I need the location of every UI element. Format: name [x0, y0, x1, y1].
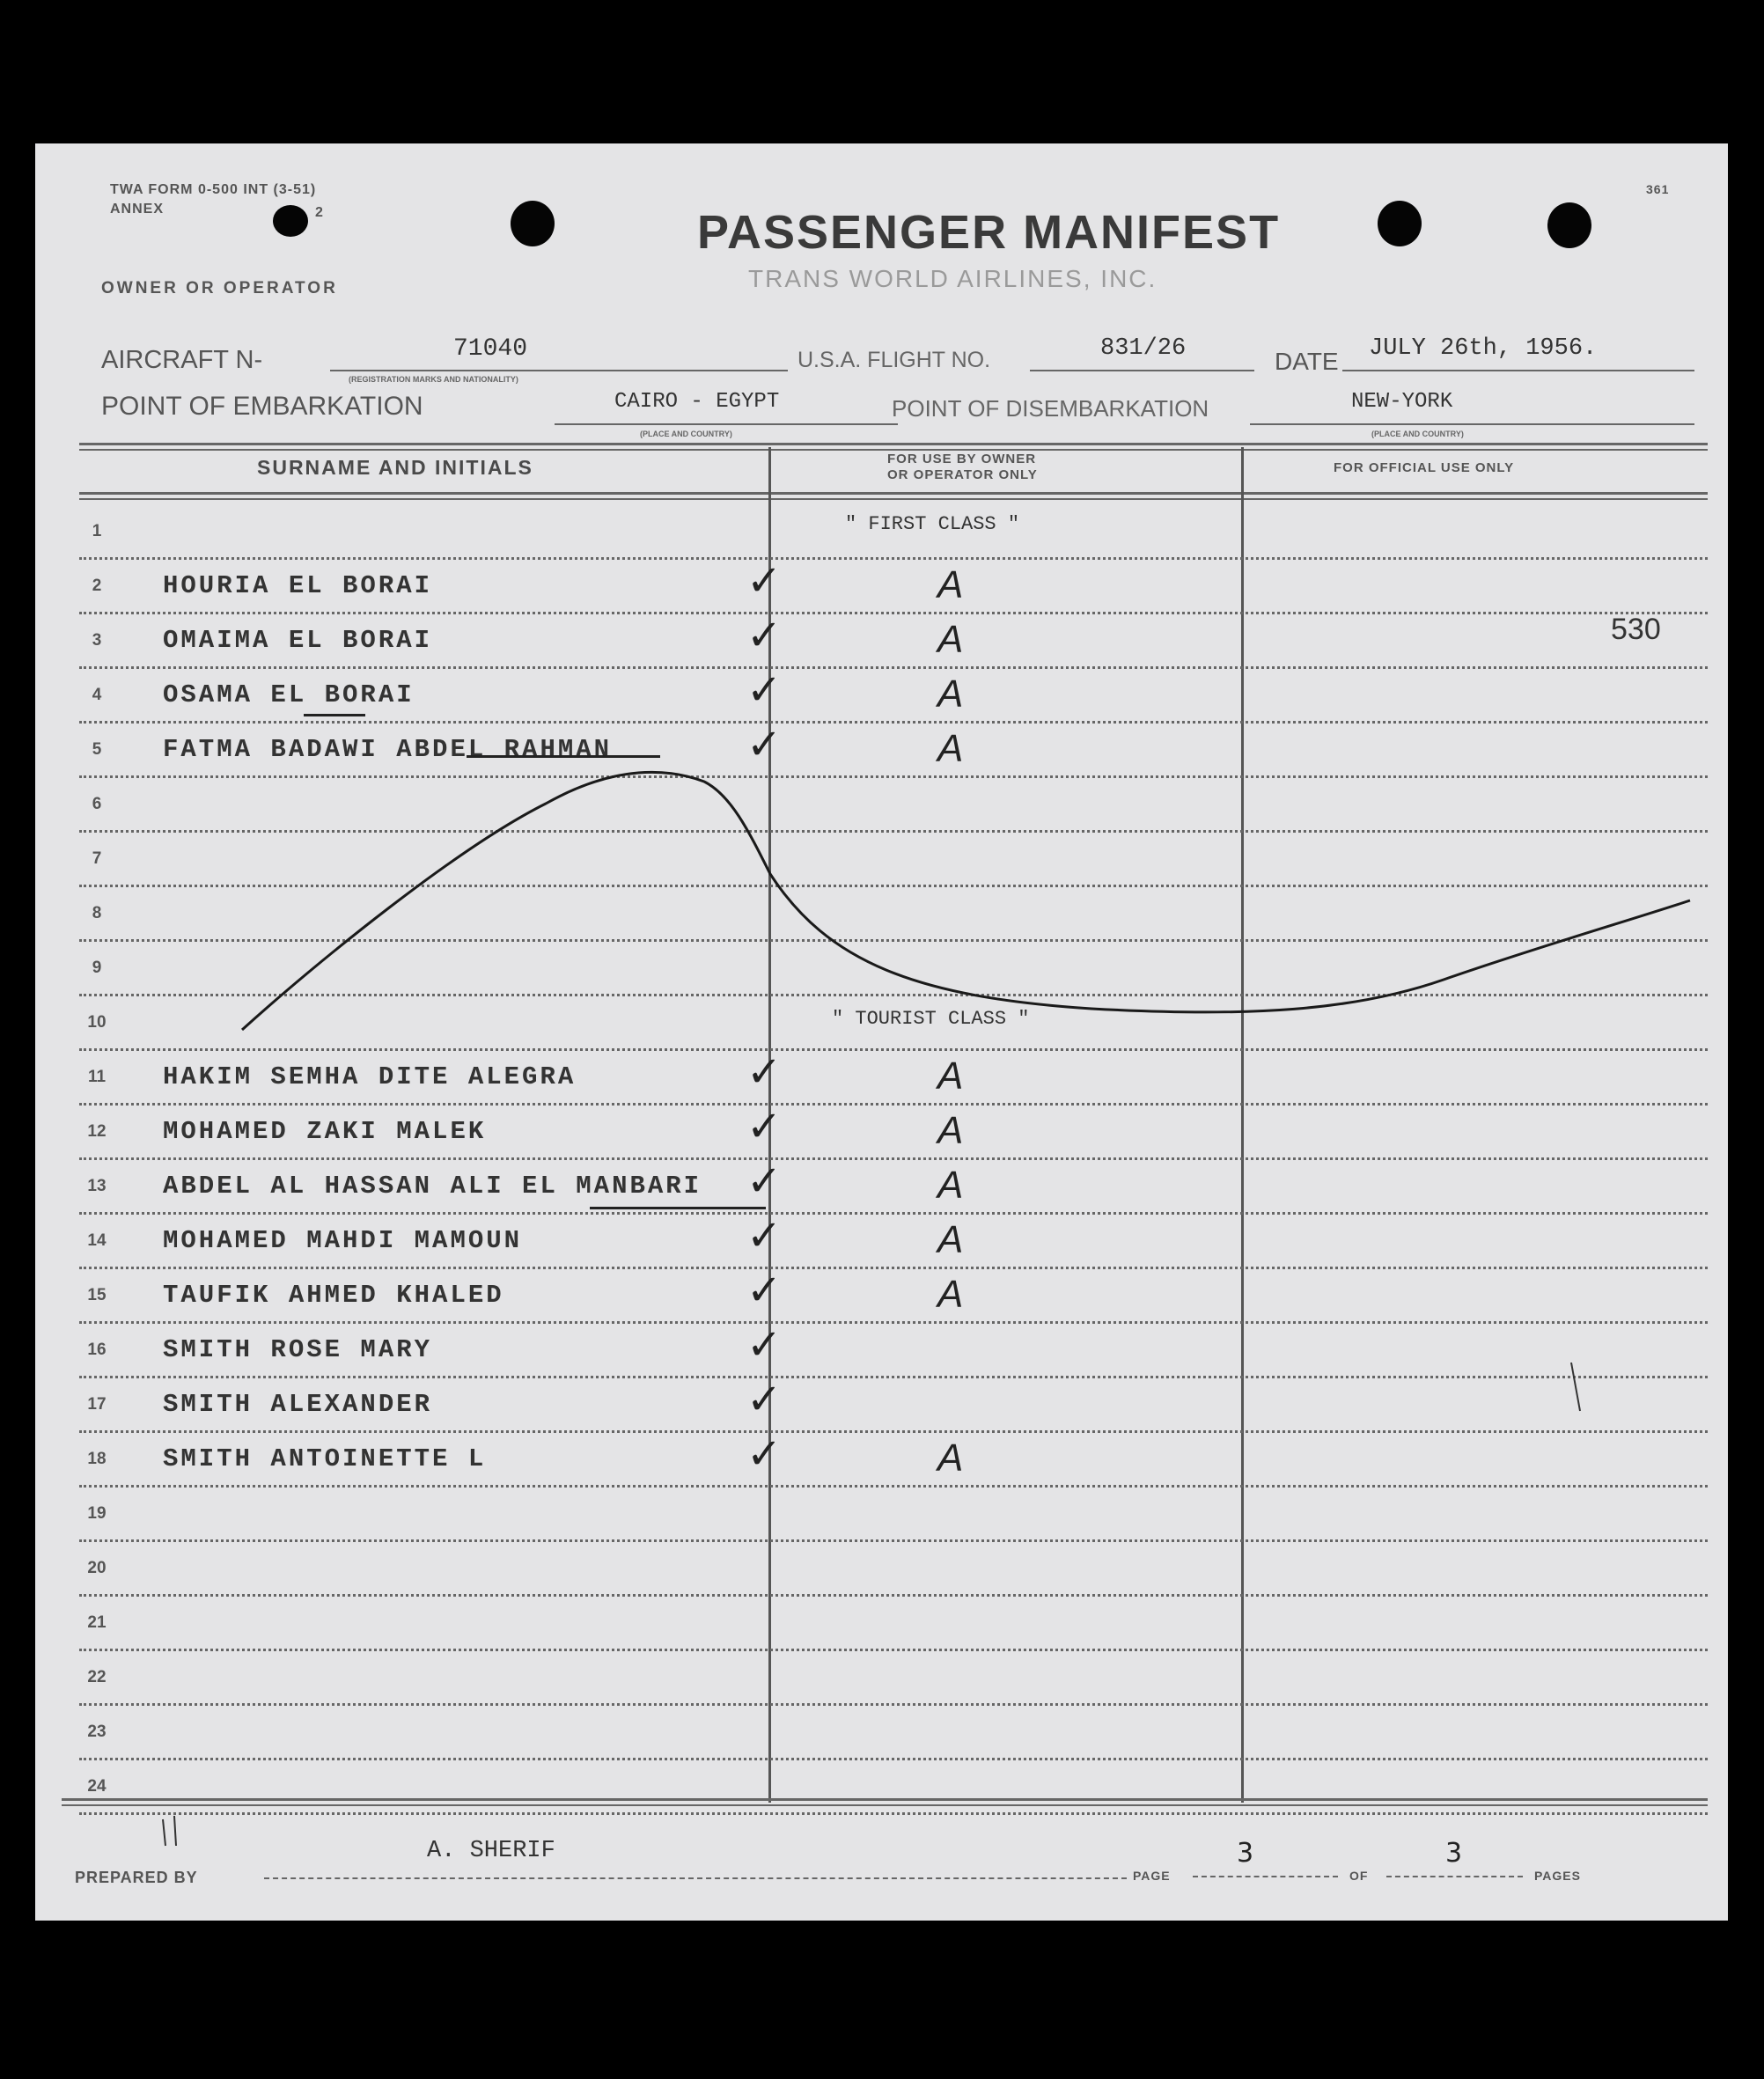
embarkation-place-note: (PLACE AND COUNTRY) — [640, 430, 732, 438]
prepared-by-underline — [264, 1877, 1127, 1879]
form-annex: ANNEX — [110, 202, 165, 217]
tourist-class-label: " TOURIST CLASS " — [832, 1008, 1030, 1030]
form-id: TWA FORM 0-500 INT (3-51) — [110, 182, 317, 197]
aircraft-label: AIRCRAFT N- — [101, 346, 263, 374]
embarkation-label: POINT OF EMBARKATION — [101, 392, 423, 421]
check-mark: ✓ — [746, 1158, 783, 1205]
of-value: 3 — [1445, 1838, 1463, 1869]
row-number: 12 — [87, 1122, 107, 1141]
row-number: 19 — [87, 1504, 107, 1523]
status-code: A — [937, 1218, 964, 1261]
row-number: 8 — [92, 904, 102, 922]
passenger-name: SMITH ANTOINETTE L — [163, 1444, 487, 1473]
check-mark: ✓ — [746, 1267, 783, 1314]
row-number: 14 — [87, 1231, 107, 1250]
manifest-sheet — [35, 143, 1728, 1921]
first-class-label: " FIRST CLASS " — [845, 513, 1020, 535]
passenger-name: MOHAMED MAHDI MAMOUN — [163, 1226, 523, 1255]
status-code: A — [937, 1109, 964, 1152]
row-number: 15 — [87, 1286, 107, 1304]
row-number: 6 — [92, 795, 102, 813]
prepared-by-value: A. SHERIF — [427, 1838, 555, 1864]
row-number: 9 — [92, 959, 102, 977]
check-mark: ✓ — [746, 613, 783, 659]
official-column-header: FOR OFFICIAL USE ONLY — [1334, 460, 1515, 475]
registration-note: (REGISTRATION MARKS AND NATIONALITY) — [349, 375, 518, 384]
status-code: A — [937, 727, 964, 770]
flight-no-value: 831/26 — [1100, 335, 1187, 362]
check-mark: ✓ — [746, 1377, 783, 1423]
of-underline — [1386, 1876, 1523, 1877]
owner-column-header-1: FOR USE BY OWNER — [887, 452, 1037, 466]
check-mark: ✓ — [746, 1104, 783, 1150]
prepared-by-label: PREPARED BY — [75, 1869, 198, 1886]
date-value: JULY 26th, 1956. — [1369, 335, 1598, 362]
page-title: PASSENGER MANIFEST — [697, 206, 1281, 259]
check-mark: ✓ — [746, 1213, 783, 1260]
disembarkation-place-note: (PLACE AND COUNTRY) — [1371, 430, 1464, 438]
check-mark: ✓ — [746, 1322, 783, 1369]
passenger-name: OMAIMA EL BORAI — [163, 626, 433, 655]
row-number: 3 — [92, 631, 102, 650]
passenger-name: TAUFIK AHMED KHALED — [163, 1281, 504, 1310]
check-mark: ✓ — [746, 1049, 783, 1096]
surname-column-header: SURNAME AND INITIALS — [257, 456, 533, 479]
embarkation-value: CAIRO - EGYPT — [614, 390, 780, 414]
status-code: A — [937, 1164, 964, 1207]
status-code: A — [937, 1436, 964, 1480]
form-annex-suffix: 2 — [315, 205, 324, 220]
passenger-name: SMITH ALEXANDER — [163, 1390, 433, 1419]
row-number: 2 — [92, 577, 102, 595]
owner-column-header-2: OR OPERATOR ONLY — [887, 467, 1038, 482]
row-number: 7 — [92, 849, 102, 868]
pages-label: PAGES — [1534, 1869, 1581, 1883]
strikethrough-curve — [35, 143, 1728, 1921]
page-label: PAGE — [1133, 1869, 1171, 1883]
row-number: 17 — [87, 1395, 107, 1414]
passenger-name: HAKIM SEMHA DITE ALEGRA — [163, 1062, 577, 1091]
status-code: A — [937, 563, 964, 606]
disembarkation-value: NEW-YORK — [1351, 390, 1453, 414]
row-number: 1 — [92, 522, 102, 540]
official-note: 530 — [1611, 613, 1661, 646]
row-number: 24 — [87, 1777, 107, 1796]
operator-name: TRANS WORLD AIRLINES, INC. — [748, 265, 1158, 292]
page-corner-number: 361 — [1646, 182, 1670, 196]
passenger-name: MOHAMED ZAKI MALEK — [163, 1117, 487, 1146]
row-number: 5 — [92, 740, 102, 759]
owner-operator-label: OWNER OR OPERATOR — [101, 279, 338, 298]
flight-no-label: U.S.A. FLIGHT NO. — [797, 348, 991, 372]
check-mark: ✓ — [746, 558, 783, 605]
row-number: 16 — [87, 1341, 107, 1359]
row-number: 11 — [87, 1068, 107, 1086]
row-number: 23 — [87, 1723, 107, 1741]
row-number: 21 — [87, 1613, 107, 1632]
footer-rule — [62, 1798, 1708, 1801]
passenger-name: OSAMA EL BORAI — [163, 680, 415, 709]
of-label: OF — [1349, 1869, 1369, 1883]
status-code: A — [937, 672, 964, 716]
passenger-name: HOURIA EL BORAI — [163, 571, 433, 600]
date-label: DATE — [1275, 348, 1339, 375]
aircraft-value: 71040 — [453, 335, 528, 363]
row-number: 22 — [87, 1668, 107, 1686]
status-code: A — [937, 618, 964, 661]
row-number: 13 — [87, 1177, 107, 1195]
check-mark: ✓ — [746, 667, 783, 714]
row-number: 20 — [87, 1559, 107, 1577]
page-underline — [1193, 1876, 1338, 1877]
passenger-name: FATMA BADAWI ABDEL RAHMAN — [163, 735, 613, 764]
footer-rule-2 — [62, 1804, 1708, 1806]
check-mark: ✓ — [746, 1431, 783, 1478]
row-number: 4 — [92, 686, 102, 704]
row-number: 10 — [87, 1013, 107, 1032]
row-number: 18 — [87, 1450, 107, 1468]
page-value: 3 — [1237, 1838, 1254, 1869]
check-mark: ✓ — [746, 722, 783, 768]
passenger-name: ABDEL AL HASSAN ALI EL MANBARI — [163, 1172, 702, 1201]
passenger-name: SMITH ROSE MARY — [163, 1335, 433, 1364]
disembarkation-label: POINT OF DISEMBARKATION — [892, 395, 1209, 422]
status-code: A — [937, 1054, 964, 1098]
status-code: A — [937, 1273, 964, 1316]
